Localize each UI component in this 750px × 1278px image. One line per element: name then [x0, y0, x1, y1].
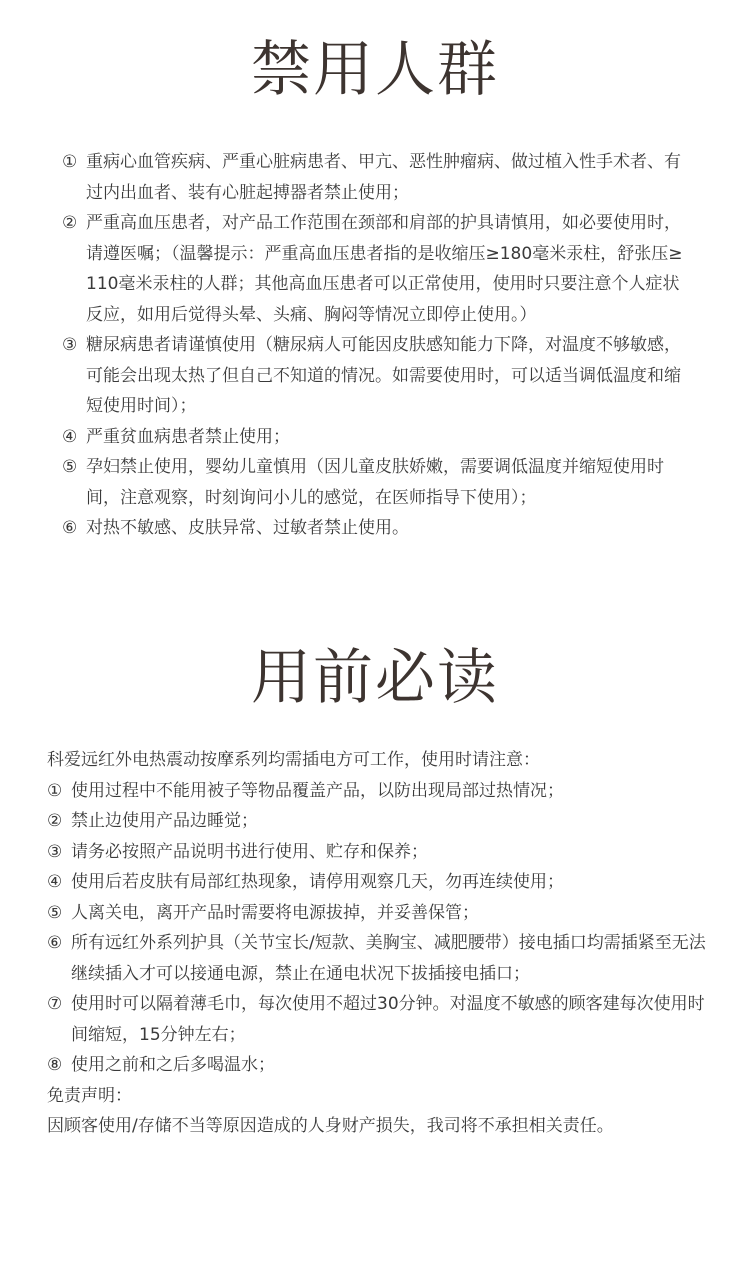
item-text: 严重高血压患者，对产品工作范围在颈部和肩部的护具请慎用，如必要使用时，请遵医嘱；（温馨提示：严重高血压患者指的是收缩压≥180毫米汞柱，舒张压≥110毫米汞柱的人群；其他高血压患者可以正常使用，使用时只要注意个人症状反应，如用后觉得头晕、头痛、胸闷等情况立即停止使用。） [86, 213, 683, 325]
item-text: 重病心血管疾病、严重心脏病患者、甲亢、恶性肿瘤病、做过植入性手术者、有过内出血者、装有心脏起搏器者禁止使用； [86, 152, 681, 203]
item-number: ① [47, 780, 63, 801]
list-item [62, 513, 692, 544]
list-item [47, 867, 712, 898]
item-text: 孕妇禁止使用，婴幼儿童慎用（因儿童皮肤娇嫩，需要调低温度并缩短使用时间，注意观察，时刻询问小儿的感觉，在医师指导下使用）； [86, 457, 664, 508]
intro-text: 科爱远红外电热震动按摩系列均需插电方可工作，使用时请注意： [47, 750, 540, 770]
list-item [47, 928, 712, 989]
item-text: 使用后若皮肤有局部红热现象，请停用观察几天，勿再连续使用； [71, 872, 564, 892]
item-number: ② [47, 811, 63, 831]
list-item [62, 330, 692, 422]
list-item [47, 1050, 712, 1081]
list-item [47, 806, 712, 837]
item-number: ④ [47, 872, 63, 892]
section-title-read-before-use: 用前必读 [251, 643, 499, 713]
list-item [62, 147, 692, 208]
read-before-use-list [47, 745, 712, 1142]
item-number: ⑥ [62, 518, 78, 538]
list-item [47, 989, 712, 1050]
item-number: ③ [47, 841, 63, 862]
item-text: 糖尿病患者请谨慎使用（糖尿病人可能因皮肤感知能力下降，对温度不够敏感，可能会出现太热了但自己不知道的情况。如需要使用时，可以适当调低温度和缩短使用时间）； [86, 335, 681, 416]
item-text: 请务必按照产品说明书进行使用、贮存和保养； [71, 841, 428, 862]
item-number: ⑧ [47, 1055, 63, 1075]
item-number: ② [62, 213, 78, 233]
item-number: ⑤ [62, 457, 78, 477]
item-text: 严重贫血病患者禁止使用； [86, 426, 290, 447]
item-number: ⑦ [47, 994, 63, 1014]
item-number: ⑤ [47, 902, 63, 923]
item-text: 所有远红外系列护具（关节宝长/短款、美胸宝、减肥腰带）接电插口均需插紧至无法继续插入才可以接通电源，禁止在通电状况下拔插接电插口； [71, 933, 706, 984]
item-text: 使用时可以隔着薄毛巾，每次使用不超过30分钟。对温度不敏感的顾客建每次使用时间缩短，15分钟左右； [71, 994, 705, 1045]
item-number: ⑥ [47, 933, 63, 953]
section-title-prohibited-groups: 禁用人群 [251, 35, 499, 105]
list-item [47, 898, 712, 929]
list-item [62, 452, 692, 513]
list-item [47, 776, 712, 807]
item-number: ④ [62, 426, 78, 447]
list-item [62, 208, 692, 330]
item-number: ③ [62, 335, 78, 355]
prohibited-groups-list [62, 147, 692, 544]
disclaimer-label: 免责声明： [47, 1085, 132, 1106]
item-text: 对热不敏感、皮肤异常、过敏者禁止使用。 [86, 518, 409, 538]
item-text: 使用过程中不能用被子等物品覆盖产品，以防出现局部过热情况； [71, 780, 564, 801]
item-text: 禁止边使用产品边睡觉； [71, 811, 258, 831]
item-text: 使用之前和之后多喝温水； [71, 1055, 275, 1075]
list-item [62, 422, 692, 453]
item-number: ① [62, 152, 78, 172]
disclaimer-text: 因顾客使用/存储不当等原因造成的人身财产损失，我司将不承担相关责任。 [47, 1116, 614, 1136]
item-text: 人离关电，离开产品时需要将电源拔掉，并妥善保管； [71, 902, 479, 923]
list-item [47, 837, 712, 868]
